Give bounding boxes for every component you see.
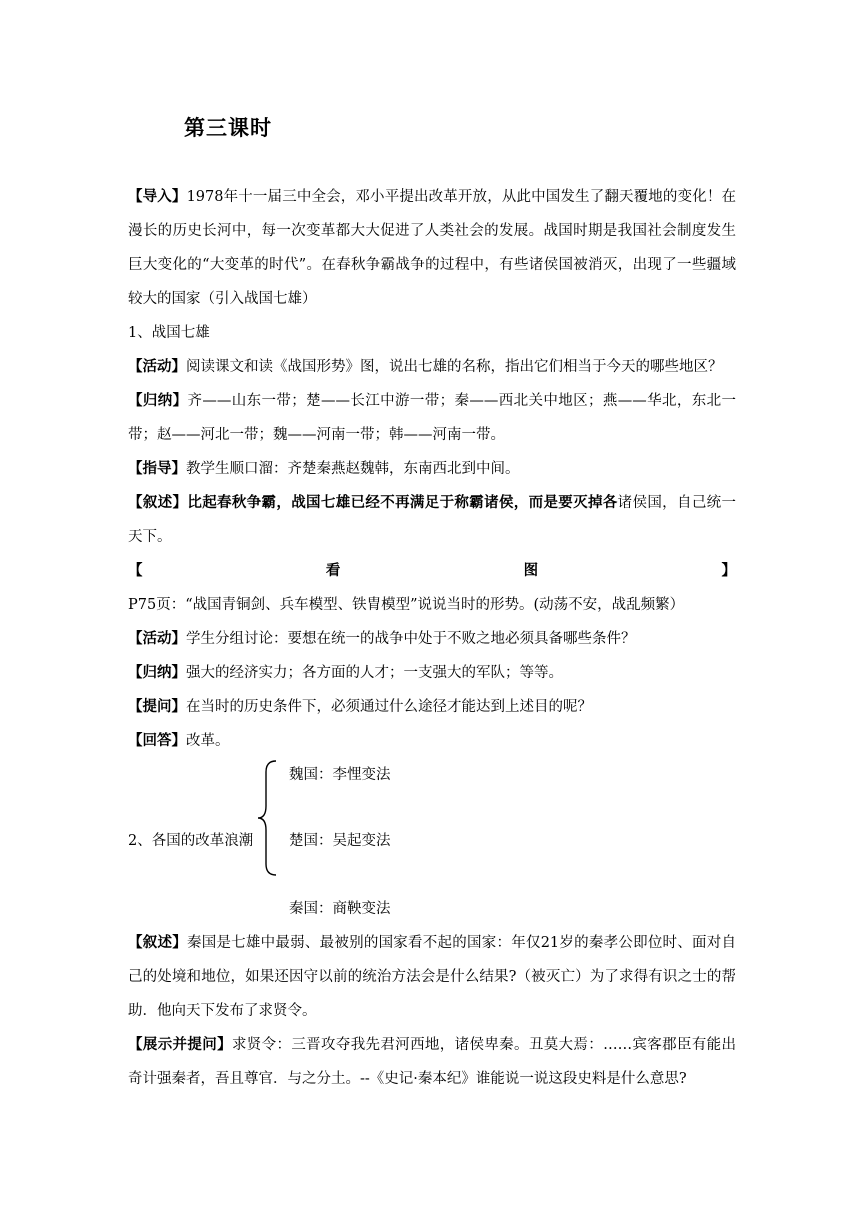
paragraph-tag: 【展示并提问】 [128, 1036, 232, 1053]
paragraph-activity-2 [128, 622, 736, 656]
paragraph-activity-1 [128, 350, 736, 384]
paragraph-intro [128, 180, 736, 316]
paragraph-look-at-picture [128, 554, 736, 622]
section-heading-1: 1、战国七雄 [128, 325, 210, 341]
paragraph-tag: 【导入】 [128, 188, 187, 205]
paragraph-narration-1 [128, 486, 736, 554]
reform-item-wei: 魏国：李悝变法 [289, 767, 391, 783]
paragraph-tag: 【指导】 [128, 460, 186, 477]
paragraph-text: 强大的经济实力；各方面的人才；一支强大的军队；等等。 [186, 665, 563, 681]
paragraph-question [128, 690, 736, 724]
paragraph-show-and-ask [128, 1028, 736, 1096]
paragraph-text: 1978年十一届三中全会，邓小平提出改革开放，从此中国发生了翻天覆地的变化！在漫长的历史长河中，每一次变革都大大促进了人类社会的发展。战国时期是我国社会制度发生巨大变化的“大变革的时代”。在春秋争霸战争的过程中，有些诸侯国被消灭，出现了一些疆域较大的国家（引入战国七雄） [128, 189, 736, 307]
paragraph-guidance [128, 452, 736, 486]
reform-brace-diagram [128, 758, 736, 926]
paragraph-text: 学生分组讨论：要想在统一的战争中处于不败之地必须具备哪些条件？ [186, 631, 636, 647]
paragraph-tag: 【叙述】 [128, 494, 188, 511]
reform-item-qin: 秦国：商鞅变法 [289, 901, 391, 917]
curly-brace-icon [256, 758, 280, 878]
paragraph-answer [128, 724, 736, 758]
paragraph-text: 齐——山东一带；楚——长江中游一带；秦——西北关中地区；燕——华北，东北一带；赵——河北一带；魏——河南一带；韩——河南一带。 [128, 393, 736, 443]
paragraph-tag: 【活动】 [128, 630, 186, 647]
paragraph-tag: 【活动】 [128, 358, 186, 375]
paragraph-text: 在当时的历史条件下，必须通过什么途径才能达到上述目的呢？ [186, 699, 592, 715]
paragraph-summary-1 [128, 384, 736, 452]
reform-item-chu: 楚国：吴起变法 [289, 833, 391, 849]
paragraph-text: 阅读课文和读《战国形势》图，说出七雄的名称，指出它们相当于今天的哪些地区？ [186, 359, 723, 375]
paragraph-bold-text: 比起春秋争霸，战国七雄已经不再满足于称霸诸侯，而是要灭掉各 [187, 494, 618, 511]
paragraph-text: 教学生顺口溜：齐楚秦燕赵魏韩，东南西北到中间。 [186, 461, 520, 477]
document-body [128, 180, 736, 1096]
paragraph-tag: 【归纳】 [128, 392, 188, 409]
paragraph-text: 求贤令：三晋攻夺我先君河西地，诸侯卑秦。丑莫大焉：……宾客郡臣有能出奇计强秦者，吾且尊官．与之分土。--《史记·秦本纪》谁能说一说这段史料是什么意思? [128, 1037, 737, 1087]
paragraph-tag: 【叙述】 [128, 934, 187, 951]
paragraph-text: 改革。 [186, 733, 230, 749]
paragraph-text: P75页：“战国青铜剑、兵车模型、铁胄模型”说说当时的形势。(动荡不安，战乱频繁） [128, 597, 685, 613]
paragraph-tag: 【回答】 [128, 732, 186, 749]
paragraph-summary-2 [128, 656, 736, 690]
paragraph-text: 诸侯国，自己统一天下。 [128, 495, 737, 545]
paragraph-narration-2 [128, 926, 736, 1028]
paragraph-tag: 【归纳】 [128, 664, 186, 681]
page-title: 第三课时 [184, 116, 272, 140]
reform-heading: 2、各国的改革浪潮 [128, 833, 254, 849]
paragraph-text: 秦国是七雄中最弱、最被别的国家看不起的国家：年仅21岁的秦孝公即位时、面对自己的处境和地位，如果还因守以前的统治方法会是什么结果?（被灭亡）为了求得有识之士的帮助．他向天下发布了求贤令。 [128, 935, 737, 1019]
paragraph-tag: 【看图】 [128, 562, 736, 579]
paragraph-tag: 【提问】 [128, 698, 186, 715]
